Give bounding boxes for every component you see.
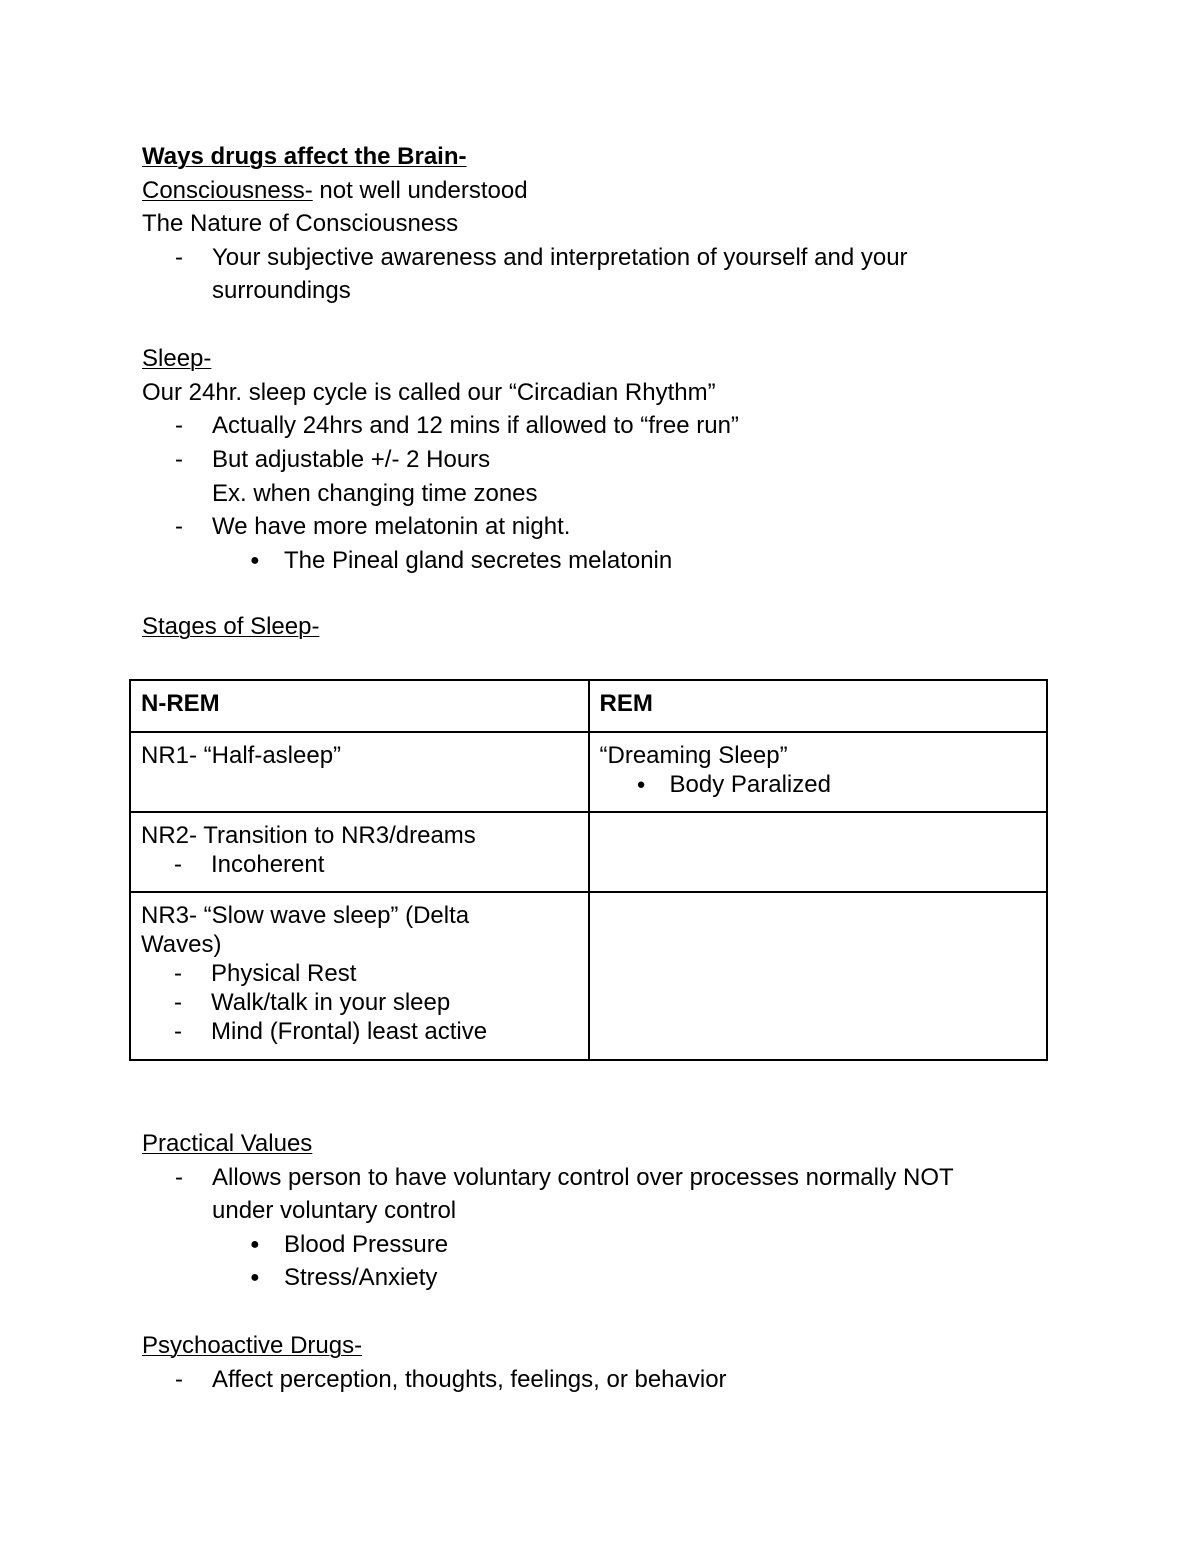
table-cell-empty — [589, 812, 1048, 892]
dash-marker: - — [175, 1164, 183, 1191]
stages-heading: Stages of Sleep- — [142, 613, 320, 640]
list-item — [141, 1017, 578, 1046]
list-item-text: Mind (Frontal) least active — [211, 1018, 488, 1045]
bullet-marker: ● — [250, 552, 260, 569]
table-cell-rem — [589, 732, 1048, 812]
list-item-text: surroundings — [212, 277, 351, 304]
table-cell-empty — [589, 892, 1048, 1060]
bullet-marker: ● — [250, 1236, 260, 1253]
dash-marker: - — [174, 1018, 182, 1045]
dash-marker: - — [175, 446, 183, 473]
table-header-nrem: N-REM — [130, 680, 589, 732]
bullet-marker: ● — [250, 1269, 260, 1286]
psychoactive-heading: Psychoactive Drugs- — [142, 1332, 363, 1359]
list-item-text: Physical Rest — [211, 960, 357, 987]
stages-table — [129, 679, 1048, 1061]
dash-marker: - — [175, 513, 183, 540]
nr1-text: NR1- “Half-asleep” — [141, 742, 342, 769]
nr3-text-line2: Waves) — [141, 931, 222, 958]
list-item — [141, 850, 578, 879]
table-cell-nr1 — [130, 732, 589, 812]
list-item-text: Incoherent — [211, 851, 325, 878]
nr2-list — [141, 850, 578, 879]
consciousness-heading: Consciousness- — [142, 177, 313, 204]
table-row — [130, 892, 1047, 1060]
sub-list-item-text: Stress/Anxiety — [284, 1264, 438, 1291]
list-item-text: But adjustable +/- 2 Hours — [212, 446, 491, 473]
dash-marker: - — [175, 244, 183, 271]
page-title: Ways drugs affect the Brain- — [142, 143, 467, 170]
table-row — [130, 812, 1047, 892]
consciousness-note: not well understood — [312, 177, 528, 204]
nr2-text: NR2- Transition to NR3/dreams — [141, 822, 476, 849]
table-header-row — [130, 680, 1047, 732]
list-item — [600, 770, 1037, 799]
list-item — [141, 959, 578, 988]
sub-list-item-text: The Pineal gland secretes melatonin — [284, 547, 673, 574]
dash-marker: - — [175, 1366, 183, 1393]
sub-list-item-text: Blood Pressure — [284, 1231, 449, 1258]
table-cell-nr2 — [130, 812, 589, 892]
practical-heading: Practical Values — [142, 1130, 313, 1157]
list-item-text: Walk/talk in your sleep — [211, 989, 451, 1016]
list-item — [141, 988, 578, 1017]
list-item-text: Actually 24hrs and 12 mins if allowed to “free run” — [212, 412, 739, 439]
rem-list — [600, 770, 1037, 799]
list-item-text: Affect perception, thoughts, feelings, or behavior — [212, 1366, 727, 1393]
list-item-text: Ex. when changing time zones — [212, 480, 538, 507]
dash-marker: - — [175, 412, 183, 439]
table-row — [130, 732, 1047, 812]
list-item-text: under voluntary control — [212, 1197, 457, 1224]
list-item-text: Allows person to have voluntary control over processes normally NOT — [212, 1164, 954, 1191]
consciousness-subheading: The Nature of Consciousness — [142, 210, 459, 237]
nr3-text-line1: NR3- “Slow wave sleep” (Delta — [141, 902, 470, 929]
dash-marker: - — [174, 851, 182, 878]
list-item-text: Body Paralized — [669, 771, 831, 798]
dash-marker: - — [174, 989, 182, 1016]
list-item-text: We have more melatonin at night. — [212, 513, 571, 540]
sleep-intro: Our 24hr. sleep cycle is called our “Circadian Rhythm” — [142, 379, 716, 406]
nr3-list — [141, 959, 578, 1046]
rem-title: “Dreaming Sleep” — [599, 742, 788, 769]
bullet-marker: ● — [636, 776, 646, 793]
sleep-heading: Sleep- — [142, 345, 212, 372]
consciousness-line — [142, 176, 528, 206]
table-cell-nr3 — [130, 892, 589, 1060]
list-item-text: Your subjective awareness and interpretation of yourself and your — [212, 244, 908, 271]
dash-marker: - — [174, 960, 182, 987]
table-header-rem: REM — [589, 680, 1048, 732]
